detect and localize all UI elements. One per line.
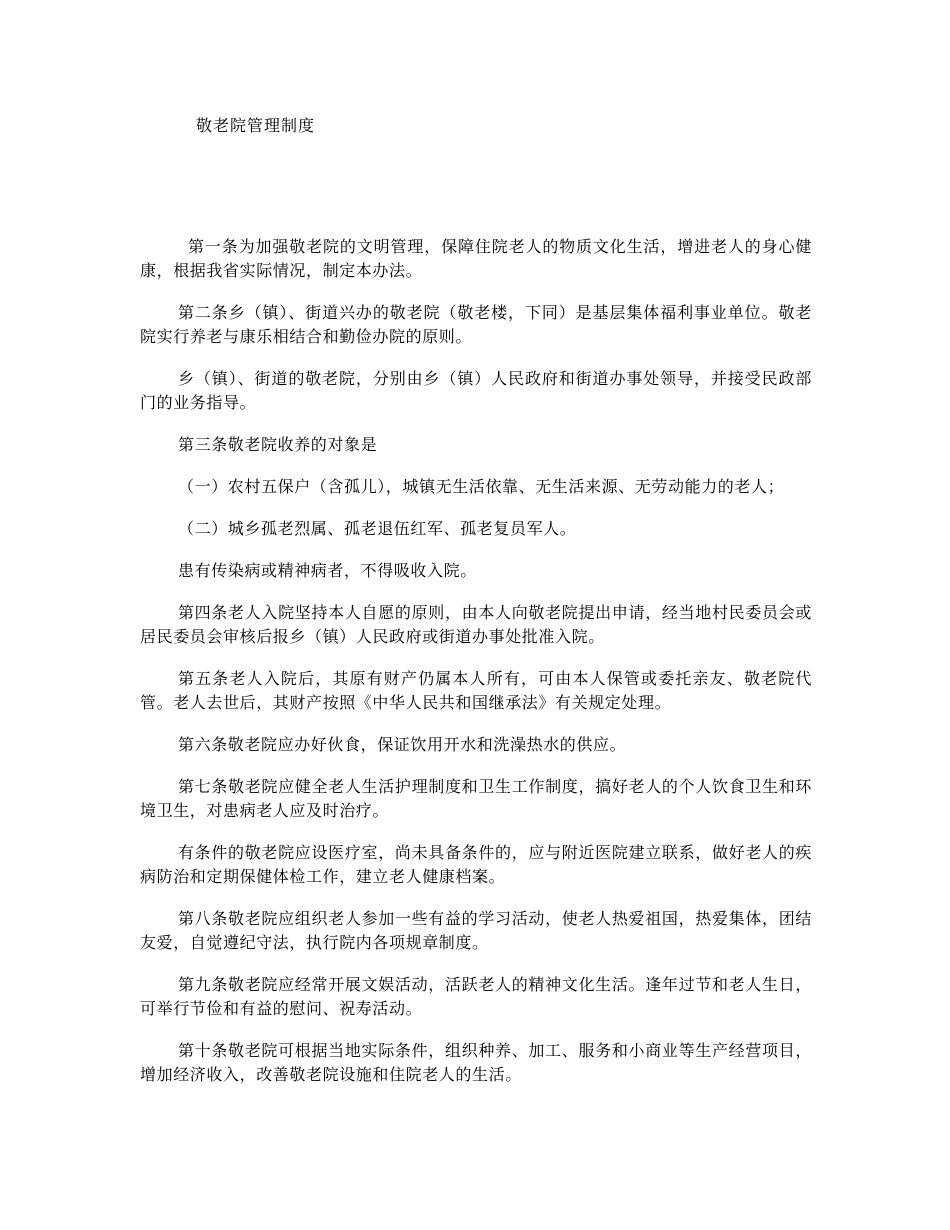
paragraph-article-4: 第四条老人入院坚持本人自愿的原则，由本人向敬老院提出申请，经当地村民委员会或居民委员会审核后报乡（镇）人民政府或街道办事处批准入院。 bbox=[140, 603, 812, 646]
paragraph-article-1: 第一条为加强敬老院的文明管理，保障住院老人的物质文化生活，增进老人的身心健康，根据我省实际情况，制定本办法。 bbox=[140, 237, 812, 280]
paragraph-article-3: 第三条敬老院收养的对象是 bbox=[178, 435, 378, 454]
paragraph-article-9: 第九条敬老院应经常开展文娱活动，活跃老人的精神文化生活。逢年过节和老人生日，可举行节俭和有益的慰问、祝寿活动。 bbox=[140, 975, 812, 1018]
paragraph-article-3-item-2: （二）城乡孤老烈属、孤老退伍红军、孤老复员军人。 bbox=[178, 519, 577, 538]
paragraph-article-6: 第六条敬老院应办好伙食，保证饮用开水和洗澡热水的供应。 bbox=[178, 735, 627, 754]
paragraph-article-3-item-1: （一）农村五保户（含孤儿），城镇无生活依靠、无生活来源、无劳动能力的老人； bbox=[178, 477, 785, 496]
paragraph-article-2-leadership: 乡（镇）、街道的敬老院，分别由乡（镇）人民政府和街道办事处领导，并接受民政部门的业务指导。 bbox=[140, 369, 812, 412]
paragraph-article-7: 第七条敬老院应健全老人生活护理制度和卫生工作制度，搞好老人的个人饮食卫生和环境卫生，对患病老人应及时治疗。 bbox=[140, 777, 812, 820]
document-title: 敬老院管理制度 bbox=[196, 116, 316, 135]
paragraph-article-8: 第八条敬老院应组织老人参加一些有益的学习活动，使老人热爱祖国，热爱集体，团结友爱，自觉遵纪守法，执行院内各项规章制度。 bbox=[140, 909, 812, 952]
paragraph-article-3-exclusion: 患有传染病或精神病者，不得吸收入院。 bbox=[178, 561, 477, 580]
paragraph-article-2: 第二条乡（镇）、街道兴办的敬老院（敬老楼，下同）是基层集体福利事业单位。敬老院实行养老与康乐相结合和勤俭办院的原则。 bbox=[140, 303, 812, 346]
paragraph-article-7-medical: 有条件的敬老院应设医疗室，尚未具备条件的，应与附近医院建立联系，做好老人的疾病防治和定期保健体检工作，建立老人健康档案。 bbox=[140, 843, 812, 886]
paragraph-article-10: 第十条敬老院可根据当地实际条件，组织种养、加工、服务和小商业等生产经营项目，增加经济收入，改善敬老院设施和住院老人的生活。 bbox=[140, 1041, 812, 1084]
paragraph-article-5: 第五条老人入院后，其原有财产仍属本人所有，可由本人保管或委托亲友、敬老院代管。老人去世后，其财产按照《中华人民共和国继承法》有关规定处理。 bbox=[140, 669, 812, 712]
document-body bbox=[140, 235, 812, 1105]
